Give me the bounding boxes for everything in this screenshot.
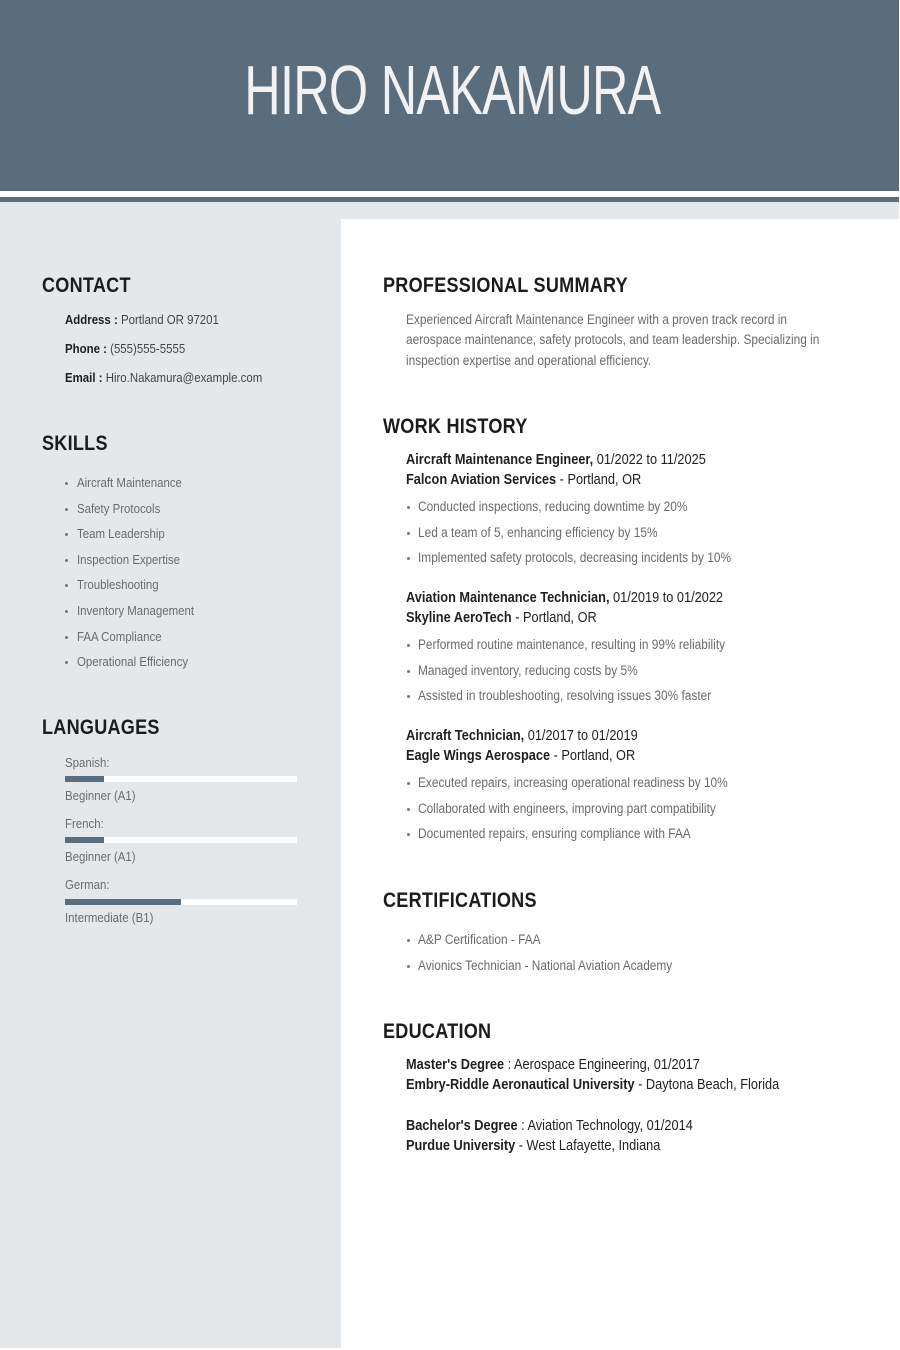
candidate-name: HIRO NAKAMURA xyxy=(244,51,661,129)
job-dates: 01/2017 to 01/2019 xyxy=(524,728,638,744)
job-title: Aviation Maintenance Technician, xyxy=(406,590,610,606)
job-title-line xyxy=(406,728,638,744)
job-company-line xyxy=(406,610,597,626)
bullet-icon xyxy=(407,670,410,673)
skill-label: Inspection Expertise xyxy=(77,552,181,567)
contact-email-label: Email : xyxy=(65,370,103,385)
education-degree: Master's Degree xyxy=(406,1057,505,1073)
job-location: - Portland, OR xyxy=(556,472,642,488)
education-school: Purdue University xyxy=(406,1138,516,1154)
job-bullet: Assisted in troubleshooting, resolving issues 30% faster xyxy=(418,688,712,703)
bullet-icon xyxy=(407,833,410,836)
job-bullet: Implemented safety protocols, decreasing incidents by 10% xyxy=(418,550,732,565)
contact-phone-value: (555)555-5555 xyxy=(106,341,186,356)
bullet-icon xyxy=(407,506,410,509)
bullet-icon xyxy=(65,584,68,587)
contact-phone-label: Phone : xyxy=(65,341,107,356)
education-field: : Aerospace Engineering, 01/2017 xyxy=(504,1057,700,1073)
education-school-line xyxy=(406,1138,660,1154)
summary-line: inspection expertise and operational efficiency. xyxy=(406,353,652,368)
contact-phone xyxy=(65,341,185,357)
summary-heading: PROFESSIONAL SUMMARY xyxy=(383,274,628,297)
job-bullet: Led a team of 5, enhancing efficiency by 15% xyxy=(418,525,658,540)
job-company-line xyxy=(406,472,641,488)
job-title-line xyxy=(406,590,723,606)
bullet-icon xyxy=(407,808,410,811)
job-title-line xyxy=(406,452,706,468)
contact-heading: CONTACT xyxy=(42,274,131,297)
language-level: Beginner (A1) xyxy=(65,849,136,864)
header-banner xyxy=(0,0,899,191)
language-proficiency-bar xyxy=(65,776,297,782)
language-level: Intermediate (B1) xyxy=(65,910,154,925)
language-name: French: xyxy=(65,816,104,831)
language-name: German: xyxy=(65,877,110,892)
certification-label: A&P Certification - FAA xyxy=(418,932,541,947)
job-bullet: Collaborated with engineers, improving part compatibility xyxy=(418,801,716,816)
skill-label: Inventory Management xyxy=(77,603,195,618)
summary-line: Experienced Aircraft Maintenance Engineer with a proven track record in xyxy=(406,312,788,327)
education-degree: Bachelor's Degree xyxy=(406,1118,518,1134)
education-location: - Daytona Beach, Florida xyxy=(634,1077,780,1093)
job-title: Aircraft Maintenance Engineer, xyxy=(406,452,594,468)
bullet-icon xyxy=(407,965,410,968)
language-proficiency-bar xyxy=(65,837,297,843)
bullet-icon xyxy=(407,532,410,535)
job-bullet: Managed inventory, reducing costs by 5% xyxy=(418,663,638,678)
bullet-icon xyxy=(407,695,410,698)
bullet-icon xyxy=(65,636,68,639)
bullet-icon xyxy=(65,482,68,485)
bullet-icon xyxy=(65,533,68,536)
bullet-icon xyxy=(65,661,68,664)
bullet-icon xyxy=(407,782,410,785)
contact-address xyxy=(65,312,219,328)
education-field: : Aviation Technology, 01/2014 xyxy=(517,1118,693,1134)
bullet-icon xyxy=(407,557,410,560)
skills-heading: SKILLS xyxy=(42,432,108,455)
contact-email xyxy=(65,370,262,386)
job-bullet: Conducted inspections, reducing downtime by 20% xyxy=(418,499,688,514)
education-location: - West Lafayette, Indiana xyxy=(515,1138,661,1154)
contact-email-value: Hiro.Nakamura@example.com xyxy=(102,370,263,385)
job-dates: 01/2022 to 11/2025 xyxy=(593,452,706,468)
skill-label: FAA Compliance xyxy=(77,629,162,644)
job-bullet: Executed repairs, increasing operational readiness by 10% xyxy=(418,775,728,790)
skill-label: Operational Efficiency xyxy=(77,654,189,669)
summary-line: aerospace maintenance, safety protocols, and team leadership. Specializing in xyxy=(406,332,820,347)
education-school-line xyxy=(406,1077,779,1093)
education-heading: EDUCATION xyxy=(383,1020,492,1043)
languages-heading: LANGUAGES xyxy=(42,716,160,739)
language-name: Spanish: xyxy=(65,755,110,770)
job-company: Eagle Wings Aerospace xyxy=(406,748,551,764)
job-bullet: Documented repairs, ensuring compliance with FAA xyxy=(418,826,691,841)
education-degree-line xyxy=(406,1057,700,1073)
bullet-icon xyxy=(65,559,68,562)
language-proficiency-fill xyxy=(65,837,104,843)
bullet-icon xyxy=(407,939,410,942)
job-title: Aircraft Technician, xyxy=(406,728,525,744)
certifications-heading: CERTIFICATIONS xyxy=(383,889,537,912)
skill-label: Team Leadership xyxy=(77,526,165,541)
contact-address-value: Portland OR 97201 xyxy=(117,312,219,327)
bullet-icon xyxy=(65,508,68,511)
skill-label: Troubleshooting xyxy=(77,577,159,592)
job-bullet: Performed routine maintenance, resulting in 99% reliability xyxy=(418,637,726,652)
language-level: Beginner (A1) xyxy=(65,788,136,803)
skill-label: Aircraft Maintenance xyxy=(77,475,182,490)
language-proficiency-fill xyxy=(65,899,181,905)
skill-label: Safety Protocols xyxy=(77,501,161,516)
education-school: Embry-Riddle Aeronautical University xyxy=(406,1077,635,1093)
bullet-icon xyxy=(65,610,68,613)
job-dates: 01/2019 to 01/2022 xyxy=(609,590,724,606)
language-proficiency-fill xyxy=(65,776,104,782)
education-degree-line xyxy=(406,1118,693,1134)
certification-label: Avionics Technician - National Aviation Academy xyxy=(418,958,673,973)
job-company: Skyline AeroTech xyxy=(406,610,512,626)
job-location: - Portland, OR xyxy=(550,748,636,764)
job-company: Falcon Aviation Services xyxy=(406,472,557,488)
contact-address-label: Address : xyxy=(65,312,118,327)
work-history-heading: WORK HISTORY xyxy=(383,415,528,438)
job-location: - Portland, OR xyxy=(511,610,597,626)
bullet-icon xyxy=(407,644,410,647)
job-company-line xyxy=(406,748,635,764)
language-proficiency-bar xyxy=(65,899,297,905)
